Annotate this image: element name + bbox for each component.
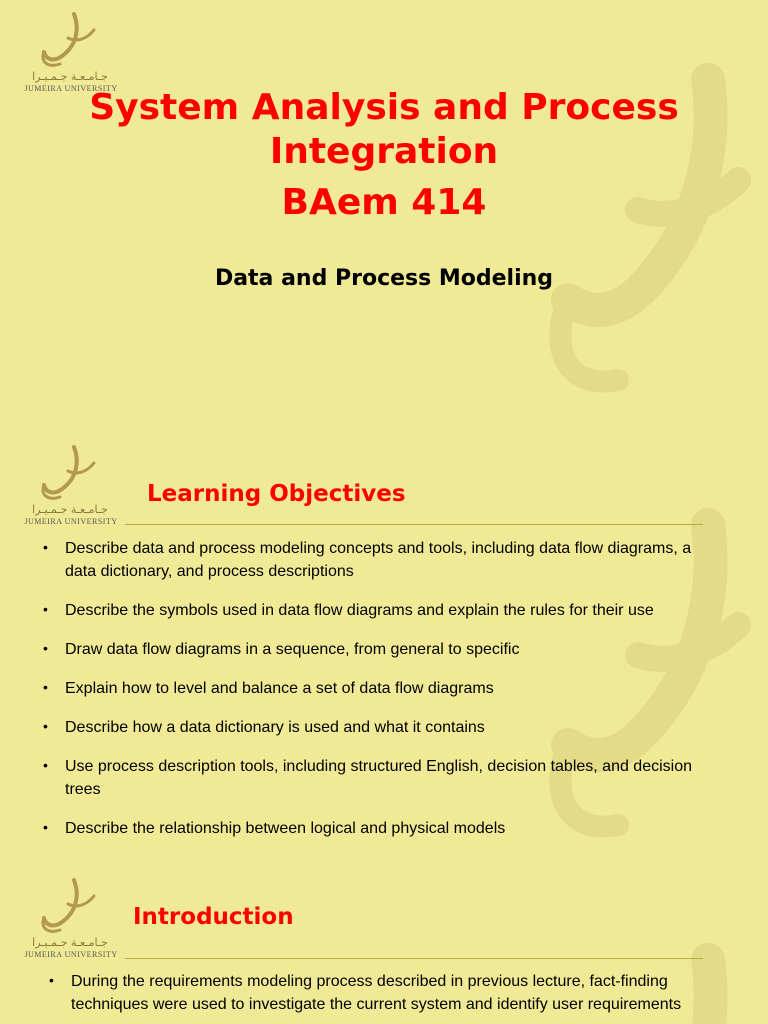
calligraphy-logo-icon <box>14 443 124 503</box>
objectives-list <box>65 537 725 840</box>
university-logo <box>14 10 124 94</box>
slide-title <box>0 86 768 174</box>
section-heading: Introduction <box>133 904 294 930</box>
logo-english-text: JUMEIRA UNIVERSITY <box>24 517 118 526</box>
heading-divider <box>125 958 703 959</box>
logo-arabic-text: جـامـعـة جـمـيـرا <box>32 936 108 949</box>
logo-arabic-text: جـامـعـة جـمـيـرا <box>32 70 108 83</box>
list-item: • Draw data flow diagrams in a sequence, from general to specific <box>65 638 725 661</box>
list-item: • Describe the relationship between logical and physical models <box>65 817 725 840</box>
slide-subtitle: Data and Process Modeling <box>214 266 554 291</box>
logo-arabic-text: جـامـعـة جـمـيـرا <box>32 503 108 516</box>
list-item: • Describe how a data dictionary is used and what it contains <box>65 716 725 739</box>
introduction-list <box>71 970 731 1016</box>
learning-objectives-slide <box>0 435 768 870</box>
list-item: • Explain how to level and balance a set of data flow diagrams <box>65 677 725 700</box>
list-item: • Use process description tools, including structured English, decision tables, and decision trees <box>65 755 725 801</box>
title-slide <box>0 0 768 435</box>
logo-english-text: JUMEIRA UNIVERSITY <box>24 950 118 959</box>
slide-title-line2: Integration <box>269 131 499 172</box>
calligraphy-logo-icon <box>14 876 124 936</box>
list-item: • Describe the symbols used in data flow diagrams and explain the rules for their use <box>65 599 725 622</box>
list-item: • During the requirements modeling process described in previous lecture, fact-finding techniques were used to investigate the current system and identify user requirements <box>71 970 731 1016</box>
university-logo <box>14 876 124 960</box>
list-item: • Describe data and process modeling concepts and tools, including data flow diagrams, a data dictionary, and process descriptions <box>65 537 725 583</box>
calligraphy-logo-icon <box>14 10 124 70</box>
heading-divider <box>125 524 703 525</box>
section-heading: Learning Objectives <box>147 481 406 507</box>
course-code: BAem 414 <box>281 182 487 223</box>
introduction-slide <box>0 870 768 1024</box>
university-logo <box>14 443 124 527</box>
logo-english-text: JUMEIRA UNIVERSITY <box>24 84 118 93</box>
slide-title-line1: System Analysis and Process <box>89 87 679 128</box>
